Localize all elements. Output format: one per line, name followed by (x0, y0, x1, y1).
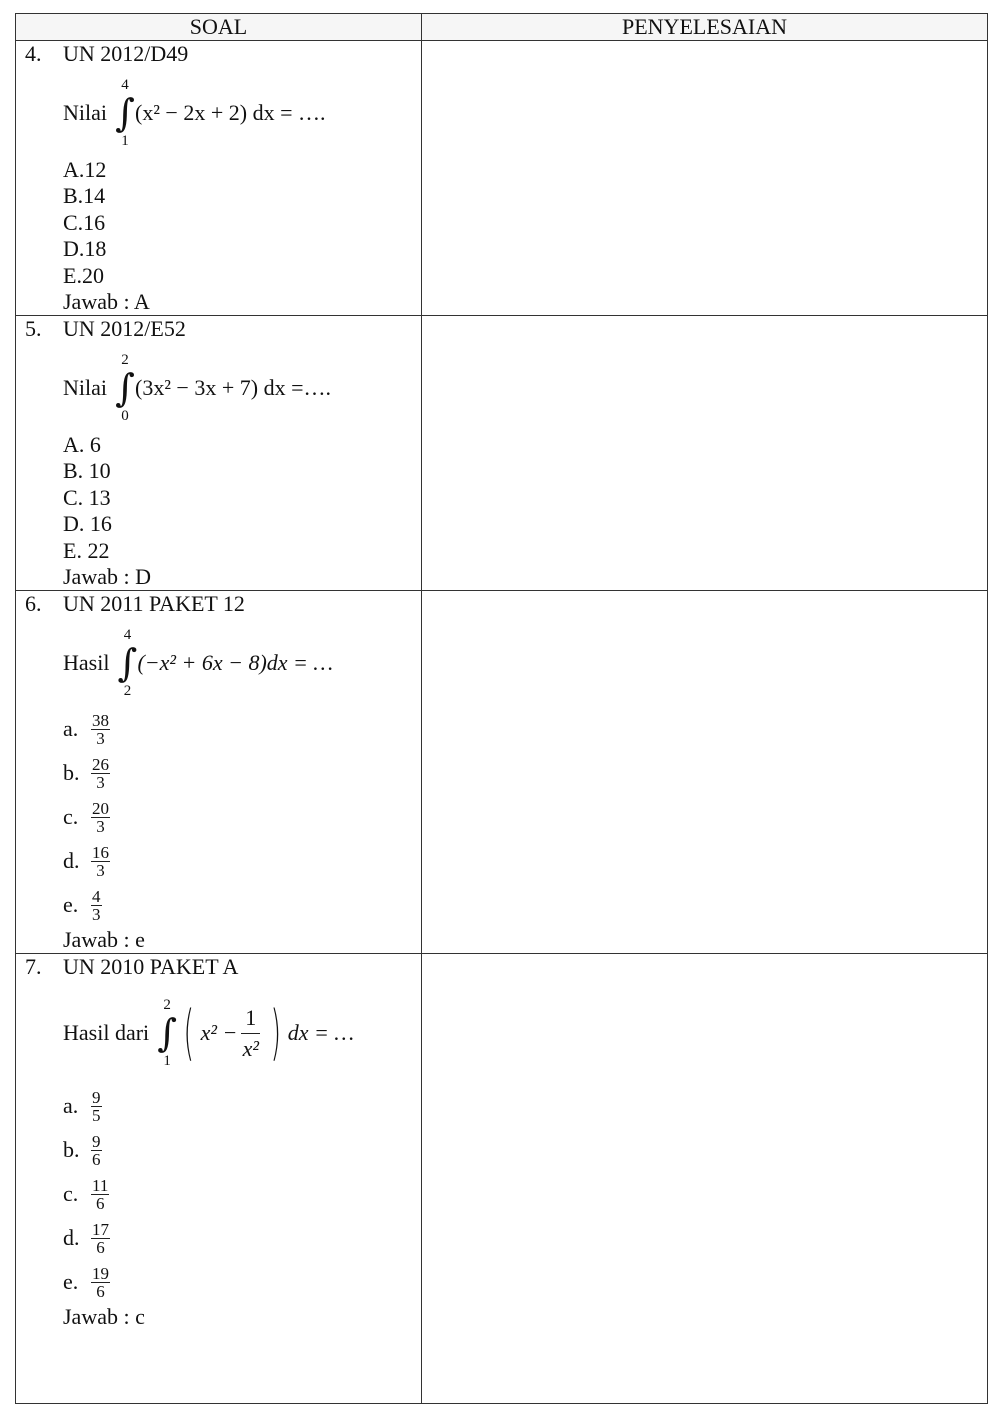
expression-prefix: Hasil dari (63, 1020, 150, 1046)
lower-limit: 1 (121, 133, 129, 149)
option-fraction (91, 888, 102, 923)
solution-cell (422, 591, 988, 954)
denominator: 3 (96, 860, 105, 880)
option-label: c. (63, 804, 79, 830)
answer-key: Jawab : A (63, 289, 150, 315)
solution-cell (422, 316, 988, 591)
option-fraction (91, 800, 110, 835)
numerator: 16 (92, 842, 109, 862)
upper-limit: 4 (123, 627, 132, 644)
integrand: (3x² − 3x + 7) dx =…. (135, 375, 331, 401)
question-number: 4. (25, 41, 42, 66)
numerator: 9 (92, 1131, 101, 1151)
lower-limit: 0 (121, 408, 129, 425)
expression-prefix: Nilai (63, 375, 107, 401)
option-fraction (91, 756, 110, 791)
question-table (15, 13, 988, 1404)
option: B.14 (63, 183, 106, 209)
option (63, 751, 421, 795)
question-source: UN 2010 PAKET A (63, 954, 239, 980)
option: E.20 (63, 262, 104, 288)
denominator: 6 (96, 1281, 105, 1301)
question-row (16, 954, 988, 1404)
option-label: b. (63, 760, 80, 786)
question-cell (16, 591, 422, 954)
denominator: 3 (96, 772, 105, 792)
option-fraction (91, 1089, 102, 1124)
numerator: 19 (92, 1263, 109, 1283)
denominator: 6 (95, 1193, 105, 1213)
denominator: x² (242, 1035, 259, 1061)
option: B. 10 (63, 458, 111, 484)
integrand-left: x² − (200, 1020, 238, 1046)
numerator: 4 (92, 886, 101, 906)
question-number: 7. (25, 954, 42, 980)
question-cell (16, 316, 422, 591)
integral-sign: 2 ∫ 0 (115, 352, 135, 425)
integral-expression (63, 988, 421, 1078)
solution-cell (422, 41, 988, 316)
question-row (16, 591, 988, 954)
option (63, 1172, 421, 1216)
integral-sign: 4 ∫ 1 (115, 77, 135, 149)
upper-limit: 2 (163, 997, 171, 1014)
integrand: (−x² + 6x − 8)dx = … (137, 650, 333, 676)
integrand-right: dx = … (287, 1020, 354, 1046)
question-source: UN 2012/D49 (63, 41, 189, 66)
option-fraction (91, 844, 110, 879)
option-label: b. (63, 1137, 80, 1163)
option-label: e. (63, 1269, 79, 1295)
integral-expression (63, 350, 421, 426)
option (63, 795, 421, 839)
question-source: UN 2011 PAKET 12 (63, 591, 245, 617)
option: C. 13 (63, 484, 111, 510)
option-label: a. (63, 716, 79, 742)
answer-key: Jawab : D (63, 564, 151, 590)
denominator: 3 (96, 728, 105, 748)
option-fraction (91, 1133, 102, 1168)
inner-fraction (241, 1003, 260, 1064)
numerator: 1 (241, 1003, 260, 1034)
option-fraction (91, 1265, 110, 1300)
option: C.16 (63, 209, 106, 235)
numerator: 38 (92, 710, 109, 730)
upper-limit: 4 (121, 77, 129, 93)
numerator: 26 (92, 754, 109, 774)
option-label: e. (63, 892, 79, 918)
option: D.18 (63, 236, 107, 262)
option-label: d. (63, 848, 80, 874)
header-soal: SOAL (16, 14, 422, 41)
expression-prefix: Nilai (63, 100, 107, 125)
question-row (16, 316, 988, 591)
denominator: 6 (92, 1149, 101, 1169)
integral-sign: 4 ∫ 2 (117, 627, 138, 700)
answer-key: Jawab : c (63, 1304, 145, 1330)
answer-key: Jawab : e (63, 927, 145, 953)
question-number: 5. (25, 316, 42, 342)
question-row (16, 41, 988, 316)
option-fraction (91, 1177, 109, 1212)
option (63, 883, 421, 927)
expression-prefix: Hasil (63, 650, 110, 676)
integral-sign: 2 ∫ 1 (157, 997, 178, 1070)
option-label: a. (63, 1093, 79, 1119)
numerator: 11 (92, 1175, 109, 1195)
integrand: (x² − 2x + 2) dx = …. (135, 100, 326, 125)
option (63, 1260, 421, 1304)
solution-cell (422, 954, 988, 1404)
question-cell (16, 41, 422, 316)
question-source: UN 2012/E52 (63, 316, 186, 342)
numerator: 20 (92, 798, 109, 818)
option (63, 839, 421, 883)
option: A. 6 (63, 432, 101, 458)
option (63, 1084, 421, 1128)
header-row (16, 14, 988, 41)
numerator: 17 (92, 1219, 109, 1239)
option: A.12 (63, 157, 107, 182)
left-paren: ( (183, 998, 195, 1069)
integral-expression (63, 625, 421, 701)
lower-limit: 2 (123, 683, 132, 700)
numerator: 9 (92, 1087, 101, 1107)
option-fraction (91, 1221, 110, 1256)
option (63, 1128, 421, 1172)
denominator: 5 (92, 1105, 101, 1125)
option-label: c. (63, 1181, 79, 1207)
question-cell (16, 954, 422, 1404)
question-number: 6. (25, 591, 42, 617)
denominator: 3 (96, 816, 105, 836)
lower-limit: 1 (163, 1053, 171, 1070)
right-paren: ) (270, 998, 282, 1069)
integral-expression (63, 75, 421, 151)
option-fraction (91, 712, 110, 747)
option: E. 22 (63, 537, 110, 563)
header-penyelesaian: PENYELESAIAN (422, 14, 988, 41)
option-label: d. (63, 1225, 80, 1251)
option (63, 1216, 421, 1260)
denominator: 6 (96, 1237, 105, 1257)
upper-limit: 2 (121, 352, 129, 369)
option: D. 16 (63, 511, 112, 537)
option (63, 707, 421, 751)
denominator: 3 (92, 904, 101, 924)
